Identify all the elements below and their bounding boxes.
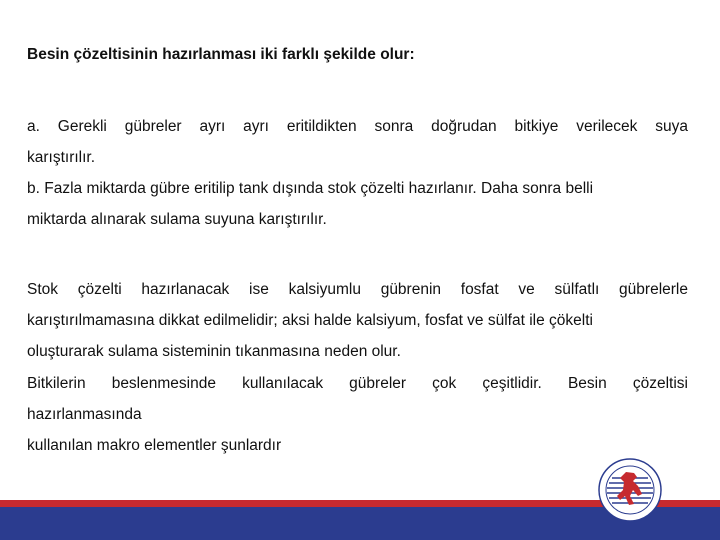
option-b-line-2: miktarda alınarak sulama suyuna karıştırılır.: [27, 211, 327, 228]
stock-line-3: oluşturarak sulama sisteminin tıkanmasına neden olur.: [27, 343, 401, 360]
stock-solution-paragraph: [27, 274, 688, 367]
option-b: [27, 173, 688, 235]
option-a: [27, 111, 688, 173]
option-a-line-1: a. Gerekli gübreler ayrı ayrı eritildikten sonra doğrudan bitkiye verilecek suya: [27, 118, 688, 135]
slide-heading: Besin çözeltisinin hazırlanması iki farklı şekilde olur:: [27, 46, 415, 63]
stock-line-2: karıştırılmamasına dikkat edilmelidir; aksi halde kalsiyum, fosfat ve sülfat ile çökelti: [27, 312, 593, 329]
plants-paragraph: [27, 368, 688, 461]
plants-line-3: kullanılan makro elementler şunlardır: [27, 437, 282, 454]
university-seal-icon: [598, 458, 662, 522]
plants-line-1: Bitkilerin beslenmesinde kullanılacak gübreler çok çeşitlidir. Besin çözeltisi: [27, 375, 688, 392]
option-b-line-1: b. Fazla miktarda gübre eritilip tank dışında stok çözelti hazırlanır. Daha sonra belli: [27, 180, 594, 197]
option-a-line-2: karıştırılır.: [27, 149, 96, 166]
plants-line-2: hazırlanmasında: [27, 406, 142, 423]
stock-line-1: Stok çözelti hazırlanacak ise kalsiyumlu gübrenin fosfat ve sülfatlı gübrelerle: [27, 281, 688, 298]
